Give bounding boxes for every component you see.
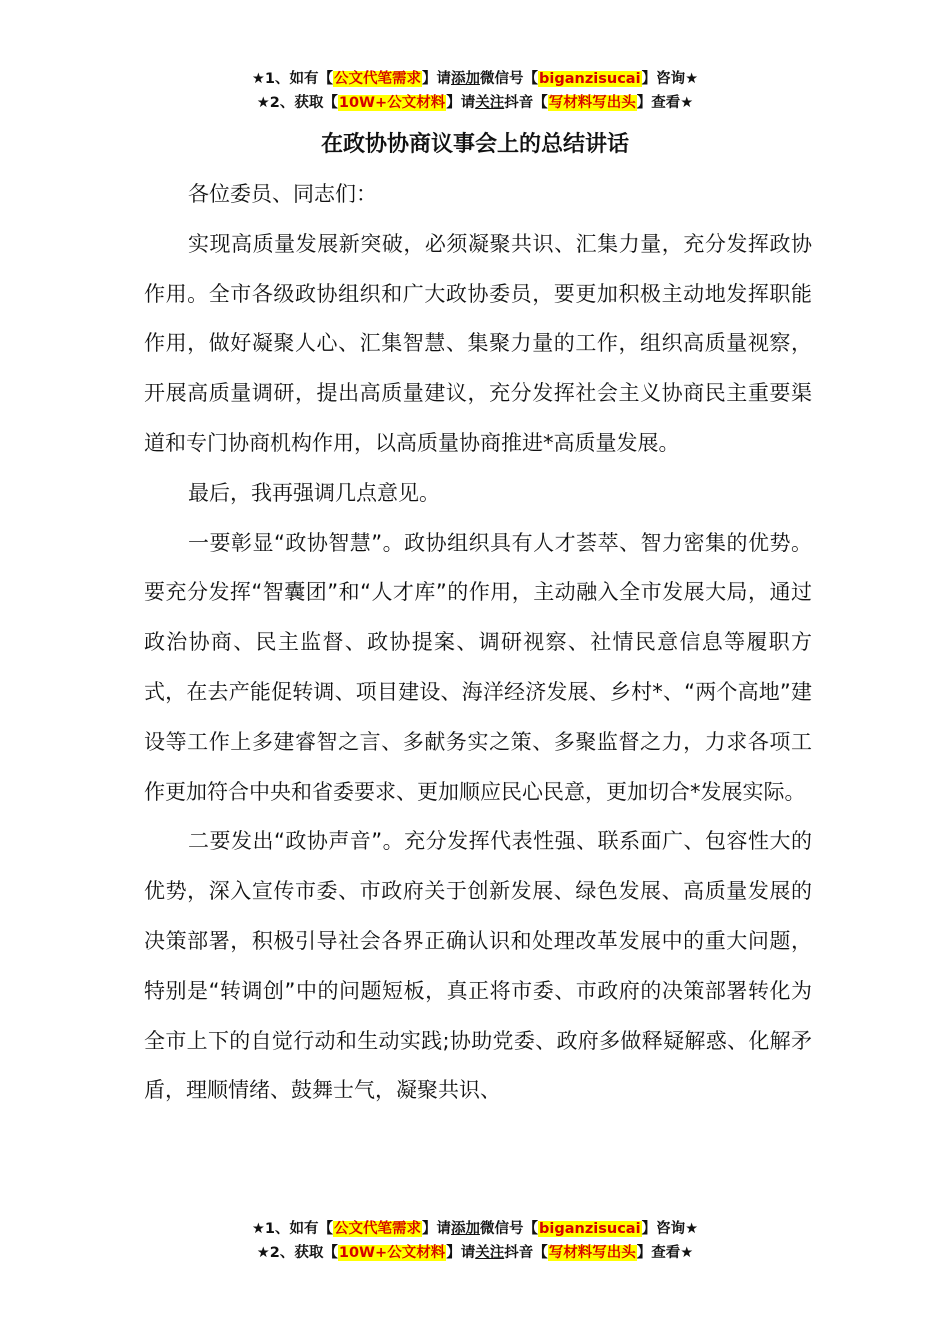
banner-text: 】查看★ xyxy=(636,1245,694,1261)
highlight-wechat-id: biganzisucai xyxy=(539,71,641,87)
banner-text: ★1、如有【 xyxy=(251,71,334,87)
banner-text: 抖音【 xyxy=(504,1245,548,1261)
banner-text: 】请 xyxy=(446,95,476,111)
underlined-text: 添加 xyxy=(451,71,481,87)
banner-text: ★1、如有【 xyxy=(251,1221,334,1237)
banner-text: 】请 xyxy=(422,1221,452,1237)
banner-line-1 xyxy=(0,67,950,91)
banner-text: 】查看★ xyxy=(636,95,694,111)
banner-line-2 xyxy=(0,1241,950,1265)
underlined-text: 关注 xyxy=(475,95,505,111)
paragraph: 最后，我再强调几点意见。 xyxy=(188,480,440,505)
underlined-text: 添加 xyxy=(451,1221,481,1237)
document-body xyxy=(144,170,812,1116)
highlight-materials: 10W+公文材料 xyxy=(338,95,446,111)
highlight-douyin-id: 写材料写出头 xyxy=(548,95,636,111)
banner-text: 】请 xyxy=(446,1245,476,1261)
banner-text: ★2、获取【 xyxy=(256,1245,338,1261)
highlight-service: 公文代笔需求 xyxy=(334,1221,422,1237)
salutation: 各位委员、同志们： xyxy=(188,182,377,206)
paragraph: 一要彰显“政协智慧”。政协组织具有人才荟萃、智力密集的优势。要充分发挥“智囊团”和“人才库”的作用，主动融入全市发展大局，通过政治协商、民主监督、政协提案、调研视察、社情民意信息等履职方式，在去产能促转调、项目建设、海洋经济发展、乡村*、“两个高地”建设等工作上多建睿智之言、多献务实之策、多聚监督之力，力求各项工作更加符合中央和省委要求、更加顺应民心民意，更加切合*发展实际。 xyxy=(144,530,812,804)
banner-line-2 xyxy=(0,91,950,115)
highlight-wechat-id: biganzisucai xyxy=(539,1221,641,1237)
highlight-douyin-id: 写材料写出头 xyxy=(548,1245,636,1261)
banner-text: 微信号【 xyxy=(480,71,539,87)
highlight-materials: 10W+公文材料 xyxy=(338,1245,446,1261)
paragraph: 二要发出“政协声音”。充分发挥代表性强、联系面广、包容性大的优势，深入宣传市委、市政府关于创新发展、绿色发展、高质量发展的决策部署，积极引导社会各界正确认识和处理改革发展中的重大问题，特别是“转调创”中的问题短板，真正将市委、市政府的决策部署转化为全市上下的自觉行动和生动实践;协助党委、政府多做释疑解惑、化解矛盾，理顺情绪、鼓舞士气，凝聚共识、 xyxy=(144,829,812,1103)
banner-text: 微信号【 xyxy=(480,1221,539,1237)
banner-text: 】请 xyxy=(422,71,452,87)
banner-line-1 xyxy=(0,1217,950,1241)
bottom-banner xyxy=(0,1217,950,1265)
top-banner xyxy=(0,67,950,115)
banner-text: 】咨询★ xyxy=(641,71,699,87)
highlight-service: 公文代笔需求 xyxy=(334,71,422,87)
banner-text: ★2、获取【 xyxy=(256,95,338,111)
underlined-text: 关注 xyxy=(475,1245,505,1261)
banner-text: 】咨询★ xyxy=(641,1221,699,1237)
banner-text: 抖音【 xyxy=(504,95,548,111)
paragraph: 实现高质量发展新突破，必须凝聚共识、汇集力量，充分发挥政协作用。全市各级政协组织和广大政协委员，要更加积极主动地发挥职能作用，做好凝聚人心、汇集智慧、集聚力量的工作，组织高质量视察，开展高质量调研，提出高质量建议，充分发挥社会主义协商民主重要渠道和专门协商机构作用，以高质量协商推进*高质量发展。 xyxy=(144,231,812,455)
document-title: 在政协协商议事会上的总结讲话 xyxy=(320,132,629,157)
